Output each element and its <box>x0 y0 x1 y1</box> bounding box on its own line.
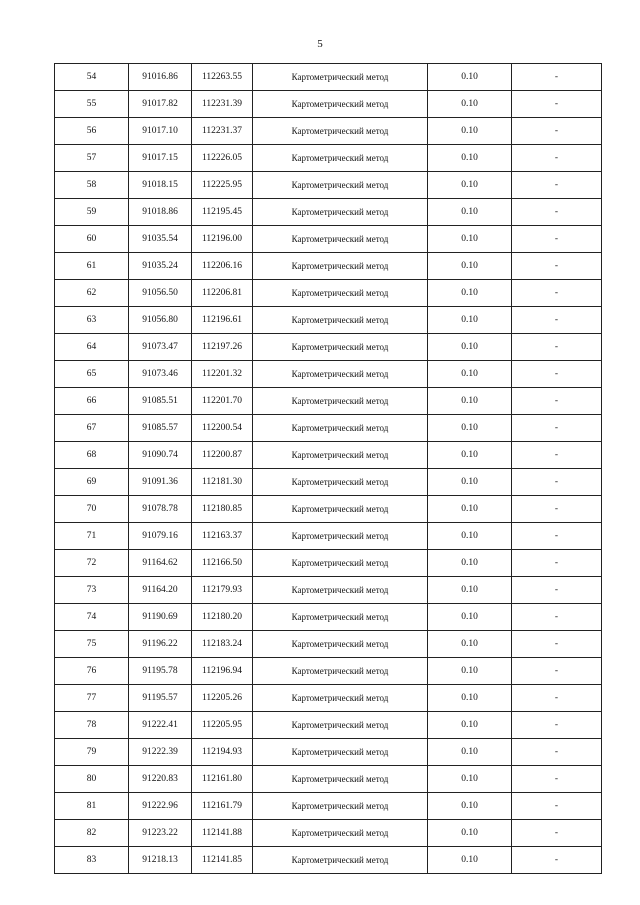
x-coordinate-cell: 91035.54 <box>129 226 192 253</box>
note-cell: - <box>512 199 602 226</box>
y-coordinate-cell: 112201.32 <box>192 361 253 388</box>
method-cell: Картометрический метод <box>253 64 428 91</box>
x-coordinate-cell: 91190.69 <box>129 604 192 631</box>
y-coordinate-cell: 112206.16 <box>192 253 253 280</box>
table-row <box>55 280 602 307</box>
method-cell: Картометрический метод <box>253 442 428 469</box>
point-number-cell: 54 <box>55 64 129 91</box>
accuracy-cell: 0.10 <box>428 523 512 550</box>
accuracy-cell: 0.10 <box>428 442 512 469</box>
point-number-cell: 78 <box>55 712 129 739</box>
point-number-cell: 63 <box>55 307 129 334</box>
point-number-cell: 72 <box>55 550 129 577</box>
table-row <box>55 847 602 874</box>
x-coordinate-cell: 91222.39 <box>129 739 192 766</box>
table-row <box>55 712 602 739</box>
table-row <box>55 469 602 496</box>
point-number-cell: 80 <box>55 766 129 793</box>
note-cell: - <box>512 496 602 523</box>
point-number-cell: 60 <box>55 226 129 253</box>
coordinates-table-body <box>55 64 602 874</box>
y-coordinate-cell: 112194.93 <box>192 739 253 766</box>
method-cell: Картометрический метод <box>253 388 428 415</box>
point-number-cell: 67 <box>55 415 129 442</box>
accuracy-cell: 0.10 <box>428 820 512 847</box>
point-number-cell: 64 <box>55 334 129 361</box>
method-cell: Картометрический метод <box>253 793 428 820</box>
x-coordinate-cell: 91164.62 <box>129 550 192 577</box>
accuracy-cell: 0.10 <box>428 739 512 766</box>
accuracy-cell: 0.10 <box>428 793 512 820</box>
table-row <box>55 334 602 361</box>
accuracy-cell: 0.10 <box>428 847 512 874</box>
method-cell: Картометрический метод <box>253 766 428 793</box>
accuracy-cell: 0.10 <box>428 253 512 280</box>
y-coordinate-cell: 112263.55 <box>192 64 253 91</box>
y-coordinate-cell: 112196.00 <box>192 226 253 253</box>
accuracy-cell: 0.10 <box>428 64 512 91</box>
note-cell: - <box>512 361 602 388</box>
table-row <box>55 415 602 442</box>
method-cell: Картометрический метод <box>253 91 428 118</box>
accuracy-cell: 0.10 <box>428 658 512 685</box>
table-row <box>55 253 602 280</box>
x-coordinate-cell: 91056.50 <box>129 280 192 307</box>
method-cell: Картометрический метод <box>253 496 428 523</box>
accuracy-cell: 0.10 <box>428 496 512 523</box>
y-coordinate-cell: 112195.45 <box>192 199 253 226</box>
point-number-cell: 66 <box>55 388 129 415</box>
x-coordinate-cell: 91079.16 <box>129 523 192 550</box>
method-cell: Картометрический метод <box>253 820 428 847</box>
point-number-cell: 74 <box>55 604 129 631</box>
y-coordinate-cell: 112161.80 <box>192 766 253 793</box>
y-coordinate-cell: 112201.70 <box>192 388 253 415</box>
method-cell: Картометрический метод <box>253 226 428 253</box>
method-cell: Картометрический метод <box>253 631 428 658</box>
point-number-cell: 57 <box>55 145 129 172</box>
accuracy-cell: 0.10 <box>428 685 512 712</box>
note-cell: - <box>512 91 602 118</box>
table-row <box>55 145 602 172</box>
x-coordinate-cell: 91017.82 <box>129 91 192 118</box>
point-number-cell: 61 <box>55 253 129 280</box>
accuracy-cell: 0.10 <box>428 361 512 388</box>
y-coordinate-cell: 112166.50 <box>192 550 253 577</box>
note-cell: - <box>512 253 602 280</box>
point-number-cell: 77 <box>55 685 129 712</box>
method-cell: Картометрический метод <box>253 361 428 388</box>
method-cell: Картометрический метод <box>253 739 428 766</box>
method-cell: Картометрический метод <box>253 847 428 874</box>
point-number-cell: 75 <box>55 631 129 658</box>
method-cell: Картометрический метод <box>253 253 428 280</box>
note-cell: - <box>512 820 602 847</box>
x-coordinate-cell: 91073.47 <box>129 334 192 361</box>
point-number-cell: 69 <box>55 469 129 496</box>
note-cell: - <box>512 226 602 253</box>
point-number-cell: 65 <box>55 361 129 388</box>
point-number-cell: 81 <box>55 793 129 820</box>
accuracy-cell: 0.10 <box>428 604 512 631</box>
table-row <box>55 199 602 226</box>
method-cell: Картометрический метод <box>253 604 428 631</box>
note-cell: - <box>512 604 602 631</box>
y-coordinate-cell: 112179.93 <box>192 577 253 604</box>
x-coordinate-cell: 91195.57 <box>129 685 192 712</box>
x-coordinate-cell: 91220.83 <box>129 766 192 793</box>
accuracy-cell: 0.10 <box>428 91 512 118</box>
point-number-cell: 82 <box>55 820 129 847</box>
x-coordinate-cell: 91090.74 <box>129 442 192 469</box>
y-coordinate-cell: 112183.24 <box>192 631 253 658</box>
x-coordinate-cell: 91222.96 <box>129 793 192 820</box>
table-row <box>55 496 602 523</box>
x-coordinate-cell: 91085.51 <box>129 388 192 415</box>
table-row <box>55 388 602 415</box>
method-cell: Картометрический метод <box>253 658 428 685</box>
page-number: 5 <box>317 38 323 50</box>
table-row <box>55 685 602 712</box>
accuracy-cell: 0.10 <box>428 712 512 739</box>
table-row <box>55 550 602 577</box>
x-coordinate-cell: 91085.57 <box>129 415 192 442</box>
y-coordinate-cell: 112180.85 <box>192 496 253 523</box>
y-coordinate-cell: 112196.94 <box>192 658 253 685</box>
accuracy-cell: 0.10 <box>428 226 512 253</box>
table-row <box>55 307 602 334</box>
y-coordinate-cell: 112206.81 <box>192 280 253 307</box>
x-coordinate-cell: 91164.20 <box>129 577 192 604</box>
y-coordinate-cell: 112231.39 <box>192 91 253 118</box>
accuracy-cell: 0.10 <box>428 550 512 577</box>
table-row <box>55 577 602 604</box>
method-cell: Картометрический метод <box>253 145 428 172</box>
y-coordinate-cell: 112163.37 <box>192 523 253 550</box>
point-number-cell: 73 <box>55 577 129 604</box>
x-coordinate-cell: 91017.10 <box>129 118 192 145</box>
note-cell: - <box>512 388 602 415</box>
method-cell: Картометрический метод <box>253 334 428 361</box>
point-number-cell: 56 <box>55 118 129 145</box>
y-coordinate-cell: 112226.05 <box>192 145 253 172</box>
point-number-cell: 76 <box>55 658 129 685</box>
table-row <box>55 523 602 550</box>
note-cell: - <box>512 172 602 199</box>
x-coordinate-cell: 91218.13 <box>129 847 192 874</box>
note-cell: - <box>512 712 602 739</box>
method-cell: Картометрический метод <box>253 523 428 550</box>
note-cell: - <box>512 334 602 361</box>
method-cell: Картометрический метод <box>253 685 428 712</box>
x-coordinate-cell: 91056.80 <box>129 307 192 334</box>
accuracy-cell: 0.10 <box>428 388 512 415</box>
y-coordinate-cell: 112141.85 <box>192 847 253 874</box>
note-cell: - <box>512 847 602 874</box>
note-cell: - <box>512 64 602 91</box>
note-cell: - <box>512 523 602 550</box>
note-cell: - <box>512 280 602 307</box>
note-cell: - <box>512 118 602 145</box>
y-coordinate-cell: 112181.30 <box>192 469 253 496</box>
table-row <box>55 658 602 685</box>
method-cell: Картометрический метод <box>253 172 428 199</box>
table-row <box>55 226 602 253</box>
accuracy-cell: 0.10 <box>428 631 512 658</box>
method-cell: Картометрический метод <box>253 712 428 739</box>
note-cell: - <box>512 307 602 334</box>
table-row <box>55 361 602 388</box>
point-number-cell: 59 <box>55 199 129 226</box>
accuracy-cell: 0.10 <box>428 280 512 307</box>
accuracy-cell: 0.10 <box>428 766 512 793</box>
note-cell: - <box>512 631 602 658</box>
method-cell: Картометрический метод <box>253 199 428 226</box>
accuracy-cell: 0.10 <box>428 334 512 361</box>
y-coordinate-cell: 112197.26 <box>192 334 253 361</box>
point-number-cell: 58 <box>55 172 129 199</box>
table-row <box>55 793 602 820</box>
note-cell: - <box>512 415 602 442</box>
table-row <box>55 820 602 847</box>
x-coordinate-cell: 91018.15 <box>129 172 192 199</box>
accuracy-cell: 0.10 <box>428 577 512 604</box>
x-coordinate-cell: 91035.24 <box>129 253 192 280</box>
y-coordinate-cell: 112180.20 <box>192 604 253 631</box>
method-cell: Картометрический метод <box>253 280 428 307</box>
y-coordinate-cell: 112225.95 <box>192 172 253 199</box>
x-coordinate-cell: 91195.78 <box>129 658 192 685</box>
accuracy-cell: 0.10 <box>428 145 512 172</box>
point-number-cell: 79 <box>55 739 129 766</box>
x-coordinate-cell: 91017.15 <box>129 145 192 172</box>
accuracy-cell: 0.10 <box>428 172 512 199</box>
table-row <box>55 172 602 199</box>
note-cell: - <box>512 739 602 766</box>
point-number-cell: 83 <box>55 847 129 874</box>
table-row <box>55 118 602 145</box>
table-row <box>55 739 602 766</box>
y-coordinate-cell: 112205.26 <box>192 685 253 712</box>
accuracy-cell: 0.10 <box>428 307 512 334</box>
table-row <box>55 631 602 658</box>
table-row <box>55 64 602 91</box>
y-coordinate-cell: 112200.54 <box>192 415 253 442</box>
point-number-cell: 70 <box>55 496 129 523</box>
y-coordinate-cell: 112161.79 <box>192 793 253 820</box>
x-coordinate-cell: 91073.46 <box>129 361 192 388</box>
y-coordinate-cell: 112196.61 <box>192 307 253 334</box>
y-coordinate-cell: 112205.95 <box>192 712 253 739</box>
note-cell: - <box>512 766 602 793</box>
method-cell: Картометрический метод <box>253 307 428 334</box>
x-coordinate-cell: 91091.36 <box>129 469 192 496</box>
table-row <box>55 766 602 793</box>
note-cell: - <box>512 550 602 577</box>
note-cell: - <box>512 685 602 712</box>
x-coordinate-cell: 91222.41 <box>129 712 192 739</box>
method-cell: Картометрический метод <box>253 415 428 442</box>
accuracy-cell: 0.10 <box>428 469 512 496</box>
note-cell: - <box>512 469 602 496</box>
coordinates-table <box>54 63 602 874</box>
method-cell: Картометрический метод <box>253 469 428 496</box>
note-cell: - <box>512 577 602 604</box>
table-row <box>55 91 602 118</box>
method-cell: Картометрический метод <box>253 550 428 577</box>
y-coordinate-cell: 112231.37 <box>192 118 253 145</box>
point-number-cell: 71 <box>55 523 129 550</box>
x-coordinate-cell: 91016.86 <box>129 64 192 91</box>
note-cell: - <box>512 145 602 172</box>
y-coordinate-cell: 112141.88 <box>192 820 253 847</box>
point-number-cell: 68 <box>55 442 129 469</box>
x-coordinate-cell: 91078.78 <box>129 496 192 523</box>
point-number-cell: 55 <box>55 91 129 118</box>
accuracy-cell: 0.10 <box>428 118 512 145</box>
accuracy-cell: 0.10 <box>428 415 512 442</box>
method-cell: Картометрический метод <box>253 118 428 145</box>
table-row <box>55 442 602 469</box>
note-cell: - <box>512 442 602 469</box>
y-coordinate-cell: 112200.87 <box>192 442 253 469</box>
table-row <box>55 604 602 631</box>
note-cell: - <box>512 658 602 685</box>
x-coordinate-cell: 91018.86 <box>129 199 192 226</box>
accuracy-cell: 0.10 <box>428 199 512 226</box>
method-cell: Картометрический метод <box>253 577 428 604</box>
note-cell: - <box>512 793 602 820</box>
x-coordinate-cell: 91196.22 <box>129 631 192 658</box>
point-number-cell: 62 <box>55 280 129 307</box>
x-coordinate-cell: 91223.22 <box>129 820 192 847</box>
